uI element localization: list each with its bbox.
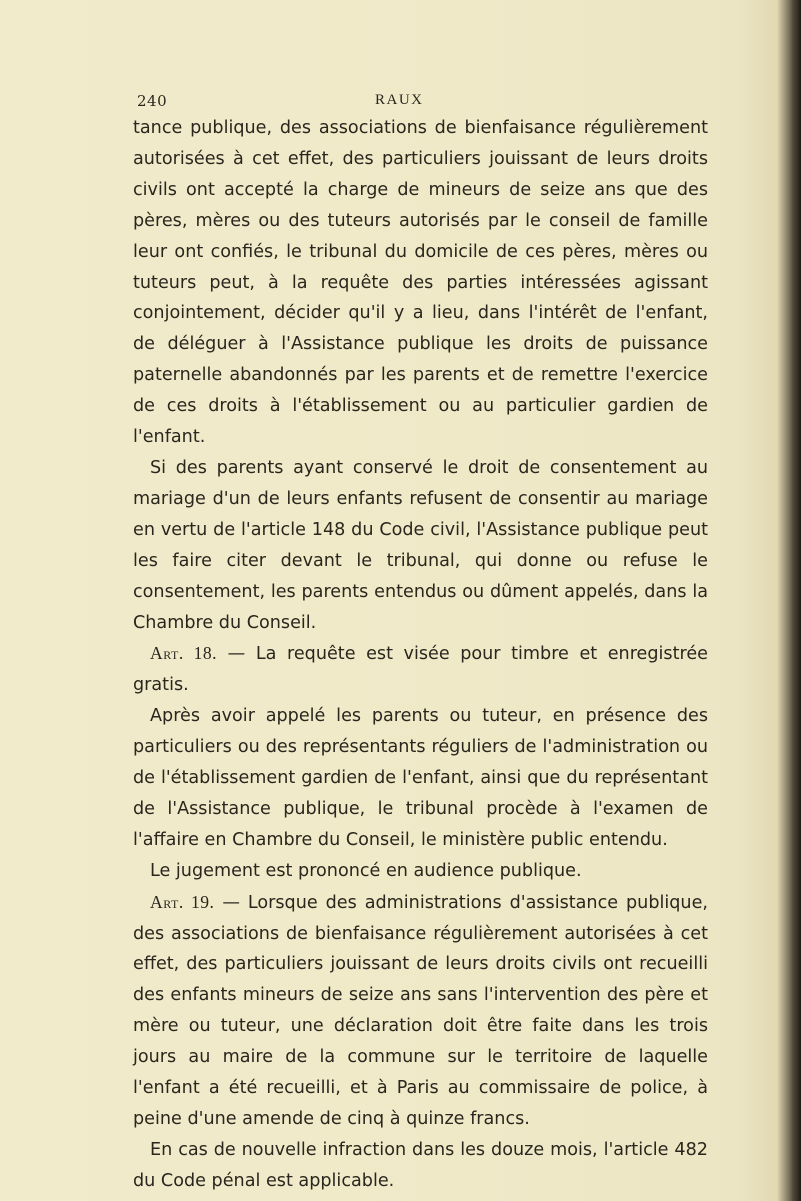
paragraph-text: — La requête est visée pour timbre et enregistrée gratis.	[133, 644, 708, 696]
article-18-paragraph	[133, 638, 708, 701]
paragraph-text: Si des parents ayant conservé le droit de consentement au mariage d'un de leurs enfants refusent de consentir au mariage en vertu de l'article 148 du Code civil, l'Assistance publique peut les faire citer devant le tribunal, qui donne ou refuse le consentement, les parents entendus ou dûment appelés, dans la Chambre du Conseil.	[133, 457, 708, 633]
paragraph-text: Le jugement est prononcé en audience publique.	[150, 860, 582, 881]
page-number: 240	[137, 92, 168, 110]
paragraph-2	[133, 453, 708, 638]
paragraph-1	[133, 113, 708, 453]
page-edge-shadow	[791, 0, 801, 1201]
article-label: Art. 18.	[150, 643, 218, 664]
article-19-paragraph	[133, 887, 708, 1135]
paragraph-text: En cas de nouvelle infraction dans les douze mois, l'article 482 du Code pénal est applicable.	[133, 1139, 708, 1191]
body-text	[133, 113, 708, 1197]
paragraph-text: tance publique, des associations de bienfaisance régulièrement autorisées à cet effet, des particuliers jouissant de leurs droits civils ont accepté la charge de mineurs de seize ans que des pères, mères ou des tuteurs autorisés par le conseil de famille leur ont confiés, le tribunal du domicile de ces pères, mères ou tuteurs peut, à la requête des parties intéressées agissant conjointement, décider qu'il y a lieu, dans l'intérêt de l'enfant, de déléguer à l'Assistance publique les droits de puissance paternelle abandonnés par les parents et de remettre l'exercice de ces droits à l'établissement ou au particulier gardien de l'enfant.	[133, 118, 708, 448]
paragraph-text: — Lorsque des administrations d'assistance publique, des associations de bienfaisance régulièrement autorisées à cet effet, des particuliers jouissant de leurs droits civils ont recueilli des enfants mineurs de seize ans sans l'intervention des père et mère ou tuteur, une déclaration doit être faite dans les trois jours au maire de la commune sur le territoire de laquelle l'enfant a été recueilli, et à Paris au commissaire de police, à peine d'une amende de cinq à quinze francs.	[133, 892, 709, 1129]
paragraph-4	[133, 701, 708, 856]
paragraph-5	[133, 856, 708, 887]
article-label: Art. 19.	[150, 891, 215, 912]
paragraph-text: Après avoir appelé les parents ou tuteur, en présence des particuliers ou des représentants réguliers de l'administration ou de l'établissement gardien de l'enfant, ainsi que du représentant de l'Assistance publique, le tribunal procède à l'examen de l'affaire en Chambre du Conseil, le ministère public entendu.	[133, 706, 708, 850]
running-head: RAUX	[375, 92, 424, 108]
paragraph-7	[133, 1135, 708, 1197]
